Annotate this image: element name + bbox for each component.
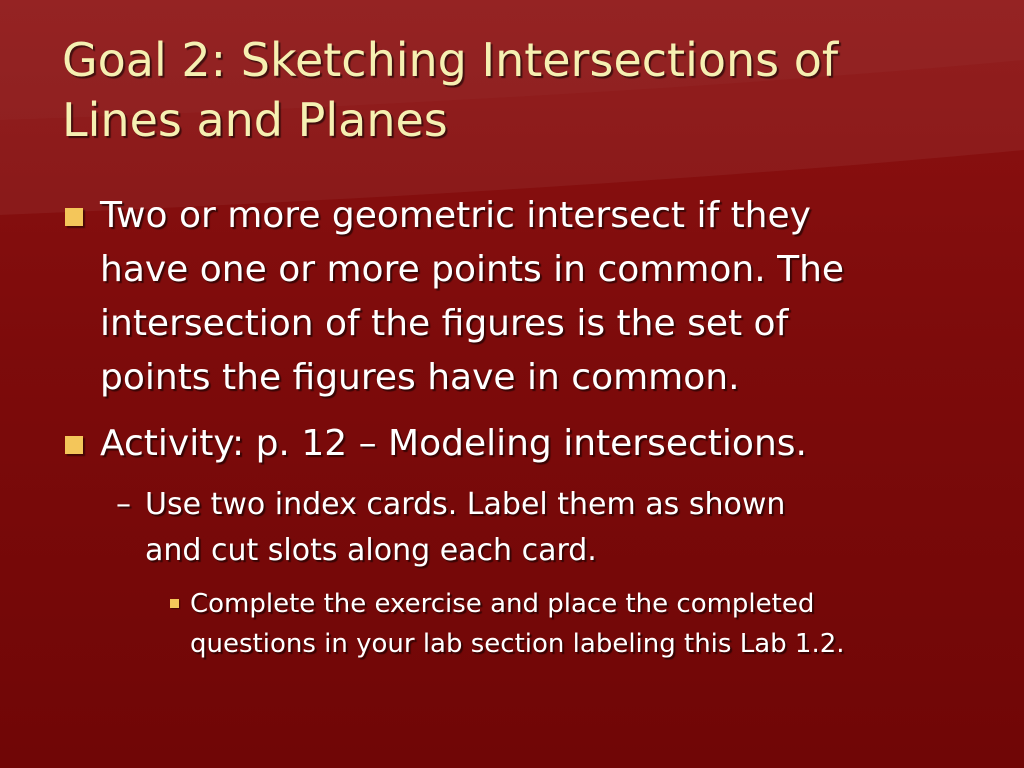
slide-title	[62, 30, 982, 150]
sub-bullet-dash-icon: –	[116, 487, 131, 522]
bullet-square-icon	[65, 436, 83, 454]
sub-sub-bullet-text	[190, 584, 970, 664]
bullet-1-text	[100, 189, 980, 405]
sub-sub-bullet-line-2: questions in your lab section labeling this Lab 1.2.	[190, 629, 845, 659]
bullet-1-line-4: points the figures have in common.	[100, 357, 740, 398]
bullet-2-text	[100, 417, 980, 471]
bullet-1-line-3: intersection of the figures is the set of	[100, 303, 789, 344]
slide-title-line-2: Lines and Planes	[62, 93, 448, 147]
slide-title-line-1: Goal 2: Sketching Intersections of	[62, 33, 839, 87]
sub-sub-bullet-line-1: Complete the exercise and place the completed	[190, 589, 815, 619]
sub-bullet-text	[145, 482, 965, 574]
sub-bullet-line-1: Use two index cards. Label them as shown	[145, 487, 786, 522]
bullet-1-line-1: Two or more geometric intersect if they	[100, 195, 811, 236]
sub-bullet-line-2: and cut slots along each card.	[145, 533, 597, 568]
bullet-1-line-2: have one or more points in common. The	[100, 249, 845, 290]
bullet-small-square-icon	[170, 599, 179, 608]
bullet-2-line-1: Activity: p. 12 – Modeling intersections.	[100, 423, 807, 464]
bullet-square-icon	[65, 208, 83, 226]
